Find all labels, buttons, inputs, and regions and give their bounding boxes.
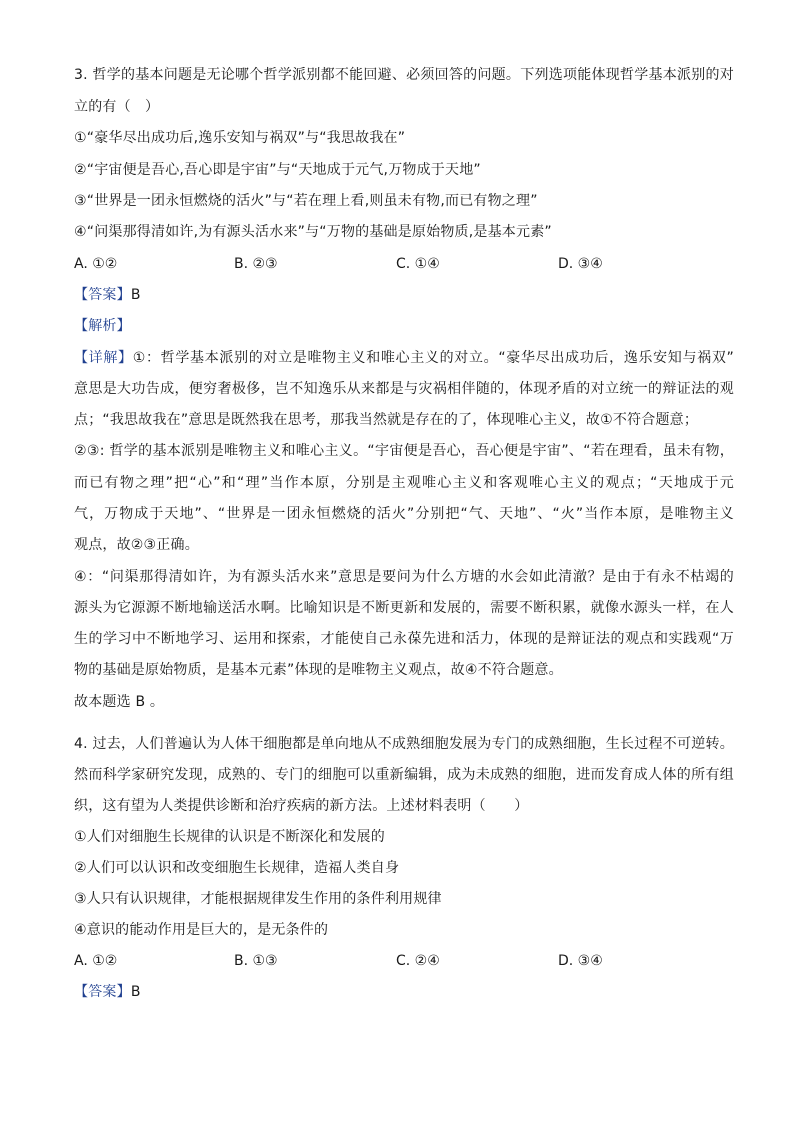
q4-option-b: B. ①③: [234, 953, 278, 969]
detail-line-6: 气，万物成于天地”、“世界是一团永恒燃烧的活火”分别把“气、天地”、“火”当作本原，是唯物主义: [74, 506, 734, 522]
q3-option-b: B. ②③: [234, 256, 278, 272]
detail-line-10: 生的学习中不断地学习、运用和探索，才能使自己永葆先进和活力，体现的是辩证法的观点和实践观“万: [74, 631, 734, 647]
detail-tag: 【详解】: [74, 350, 133, 366]
q3-item-1: ①“豪华尽出成功后,逸乐安知与祸双”与“我思故我在”: [74, 130, 406, 146]
q4-option-a: A. ①②: [74, 953, 118, 969]
answer-value: B: [130, 984, 141, 1000]
detail-line-2: 意思是大功告成，便穷奢极侈，岂不知逸乐从来都是与灾祸相伴随的，体现矛盾的对立统一的辩证法的观: [74, 381, 734, 397]
answer-tag: 【答案】: [74, 984, 131, 1000]
q3-answer: [74, 285, 734, 305]
q3-item-4: ④“问渠那得清如许,为有源头活水来”与“万物的基础是原始物质,是基本元素”: [74, 224, 552, 240]
q4-item-4: ④意识的能动作用是巨大的，是无条件的: [74, 922, 329, 938]
q4-item-2: ②人们可以认识和改变细胞生长规律，造福人类自身: [74, 860, 400, 876]
q4-stem-line-2: 然而科学家研究发现，成熟的、专门的细胞可以重新编辑，成为未成熟的细胞，进而发育成人体的所有组: [74, 767, 734, 783]
detail-conclusion: 故本题选 B 。: [74, 694, 165, 710]
detail-line-5: 而已有物之理”把“心”和“理”当作本原，分别是主观唯心主义和客观唯心主义的观点；“天地成于元: [74, 475, 734, 491]
detail-line-1: 【详解】①：哲学基本派别的对立是唯物主义和唯心主义的对立。“豪华尽出成功后，逸乐安知与祸双”: [74, 350, 734, 366]
q4-answer: [74, 982, 734, 1002]
analysis-tag: 【解析】: [74, 318, 131, 334]
q3-item-2: ②“宇宙便是吾心,吾心即是宇宙”与“天地成于元气,万物成于天地”: [74, 162, 481, 178]
q4-option-d: D. ③④: [558, 953, 603, 969]
q3-stem-line-1: 3. 哲学的基本问题是无论哪个哲学派别都不能回避、必须回答的问题。下列选项能体现哲学基本派别的对: [74, 67, 734, 83]
q4-option-c: C. ②④: [396, 953, 440, 969]
q4-stem-line-3: 织，这有望为人类提供诊断和治疗疾病的新方法。上述材料表明（ ）: [74, 798, 529, 814]
answer-value: B: [130, 287, 141, 303]
q4-stem-line-1: 4. 过去，人们普遍认为人体干细胞都是单向地从不成熟细胞发展为专门的成熟细胞，生长过程不可逆转。: [74, 736, 734, 752]
answer-tag: 【答案】: [74, 287, 131, 303]
q4-item-1: ①人们对细胞生长规律的认识是不断深化和发展的: [74, 829, 385, 845]
detail-line-11: 物的基础是原始物质，是基本元素”体现的是唯物主义观点，故④不符合题意。: [74, 662, 563, 678]
q3-stem-line-2: 立的有（ ）: [74, 99, 160, 115]
detail-line-4: ②③: 哲学的基本派别是唯物主义和唯心主义。“宇宙便是吾心，吾心便是宇宙”、“若在理看，虽未有物，: [74, 443, 734, 459]
detail-line-8: ④：“问渠那得清如许，为有源头活水来”意思是要问为什么方塘的水会如此清澈？是由于有永不枯竭的: [74, 569, 734, 585]
q4-item-3: ③人只有认识规律，才能根据规律发生作用的条件利用规律: [74, 891, 442, 907]
detail-line-3: 点；“我思故我在”意思是既然我在思考，那我当然就是存在的了，体现唯心主义，故①不符合题意；: [74, 412, 699, 428]
q3-item-3: ③“世界是一团永恒燃烧的活火”与“若在理上看,则虽未有物,而已有物之理”: [74, 193, 538, 209]
q3-option-d: D. ③④: [558, 256, 603, 272]
q3-option-c: C. ①④: [396, 256, 440, 272]
detail-line-7: 观点，故②③正确。: [74, 537, 199, 553]
detail-line-9: 源头为它源源不断地输送活水啊。比喻知识是不断更新和发展的，需要不断积累，就像水源头一样，在人: [74, 600, 734, 616]
q3-option-a: A. ①②: [74, 256, 118, 272]
